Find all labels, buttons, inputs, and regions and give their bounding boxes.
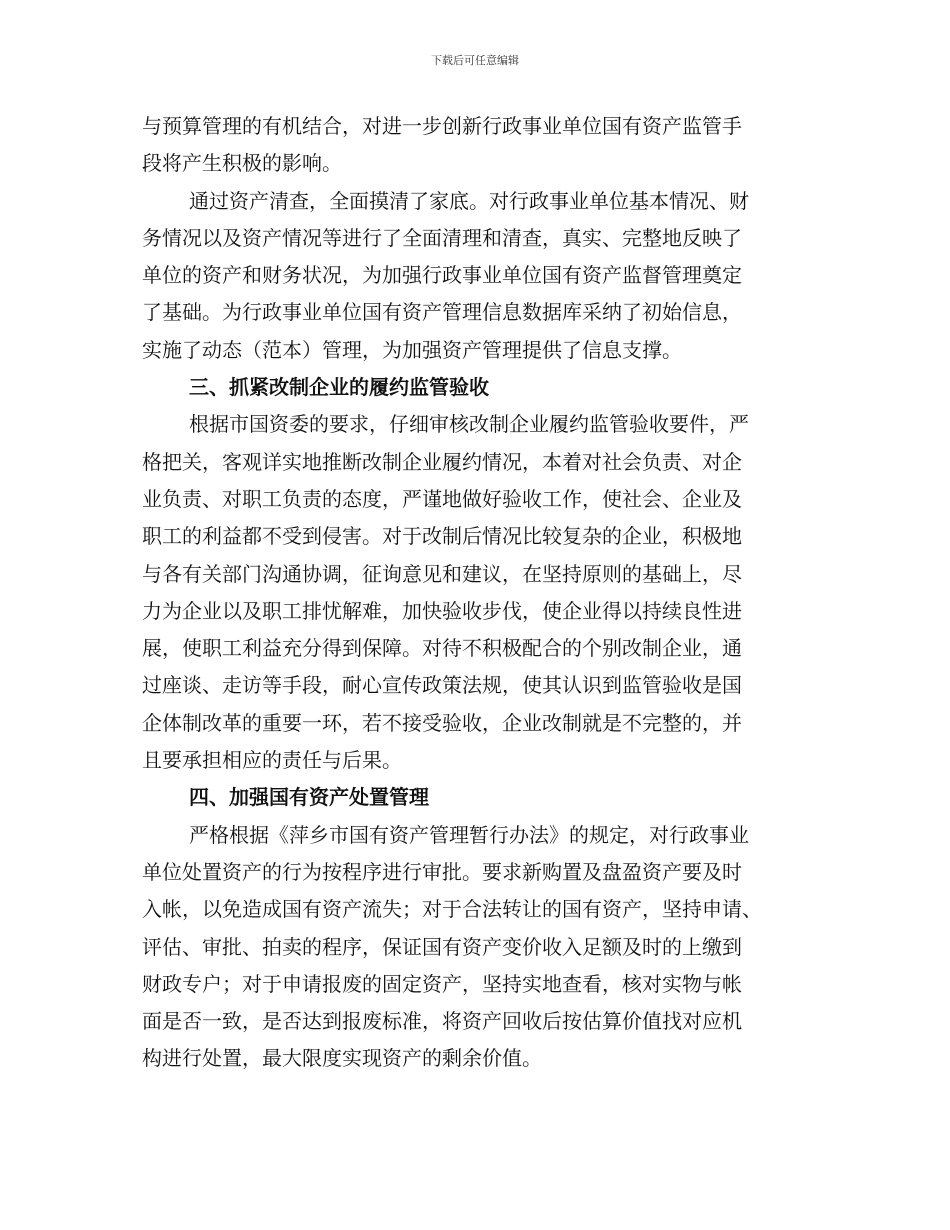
paragraph-line: 入帐，以免造成国有资产流失；对于合法转让的国有资产，坚持申请、 — [142, 897, 762, 922]
paragraph-line: 构进行处置，最大限度实现资产的剩余价值。 — [142, 1046, 542, 1071]
paragraph-line: 格把关，客观详实地推断改制企业履约情况，本着对社会负责、对企 — [142, 449, 742, 474]
paragraph-line: 企体制改革的重要一环，若不接受验收，企业改制就是不完整的，并 — [142, 710, 742, 735]
paragraph-line: 评估、审批、拍卖的程序，保证国有资产变价收入足额及时的上缴到 — [142, 934, 742, 959]
paragraph-line: 务情况以及资产情况等进行了全面清理和清查，真实、完整地反映了 — [142, 225, 742, 250]
paragraph-line: 根据市国资委的要求，仔细审核改制企业履约监管验收要件，严 — [189, 412, 749, 437]
paragraph-line: 职工的利益都不受到侵害。对于改制后情况比较复杂的企业，积极地 — [142, 524, 742, 549]
paragraph-line: 面是否一致，是否达到报废标准，将资产回收后按估算价值找对应机 — [142, 1009, 742, 1034]
paragraph-line: 财政专户；对于申请报废的固定资产，坚持实地查看，核对实物与帐 — [142, 971, 742, 996]
paragraph-line: 单位的资产和财务状况，为加强行政事业单位国有资产监督管理奠定 — [142, 263, 742, 288]
paragraph-line: 与预算管理的有机结合，对进一步创新行政事业单位国有资产监管手 — [142, 114, 742, 138]
paragraph-line: 通过资产清查，全面摸清了家底。对行政事业单位基本情况、财 — [189, 188, 749, 213]
paragraph-line: 与各有关部门沟通协调，征询意见和建议，在坚持原则的基础上，尽 — [142, 561, 742, 586]
paragraph-line: 力为企业以及职工排忧解难，加快验收步伐，使企业得以持续良性进 — [142, 598, 742, 623]
paragraph-line: 了基础。为行政事业单位国有资产管理信息数据库采纳了初始信息， — [142, 300, 742, 325]
paragraph-line: 且要承担相应的责任与后果。 — [142, 748, 402, 773]
paragraph-line: 过座谈、走访等手段，耐心宣传政策法规，使其认识到监管验收是国 — [142, 673, 742, 698]
section-heading: 三、抓紧改制企业的履约监管验收 — [189, 375, 489, 400]
paragraph-line: 严格根据《萍乡市国有资产管理暂行办法》的规定，对行政事业 — [189, 822, 749, 847]
document-body — [142, 108, 842, 1078]
paragraph-line: 展，使职工利益充分得到保障。对待不积极配合的个别改制企业，通 — [142, 636, 742, 661]
paragraph-line: 业负责、对职工负责的态度，严谨地做好验收工作，使社会、企业及 — [142, 486, 742, 511]
page-header-note: 下载后可任意编辑 — [431, 54, 519, 67]
paragraph-line: 实施了动态（范本）管理，为加强资产管理提供了信息支撑。 — [142, 337, 682, 362]
paragraph-line: 段将产生积极的影响。 — [142, 151, 342, 176]
paragraph-line: 单位处置资产的行为按程序进行审批。要求新购置及盘盈资产要及时 — [142, 859, 742, 884]
section-heading: 四、加强国有资产处置管理 — [189, 785, 429, 810]
